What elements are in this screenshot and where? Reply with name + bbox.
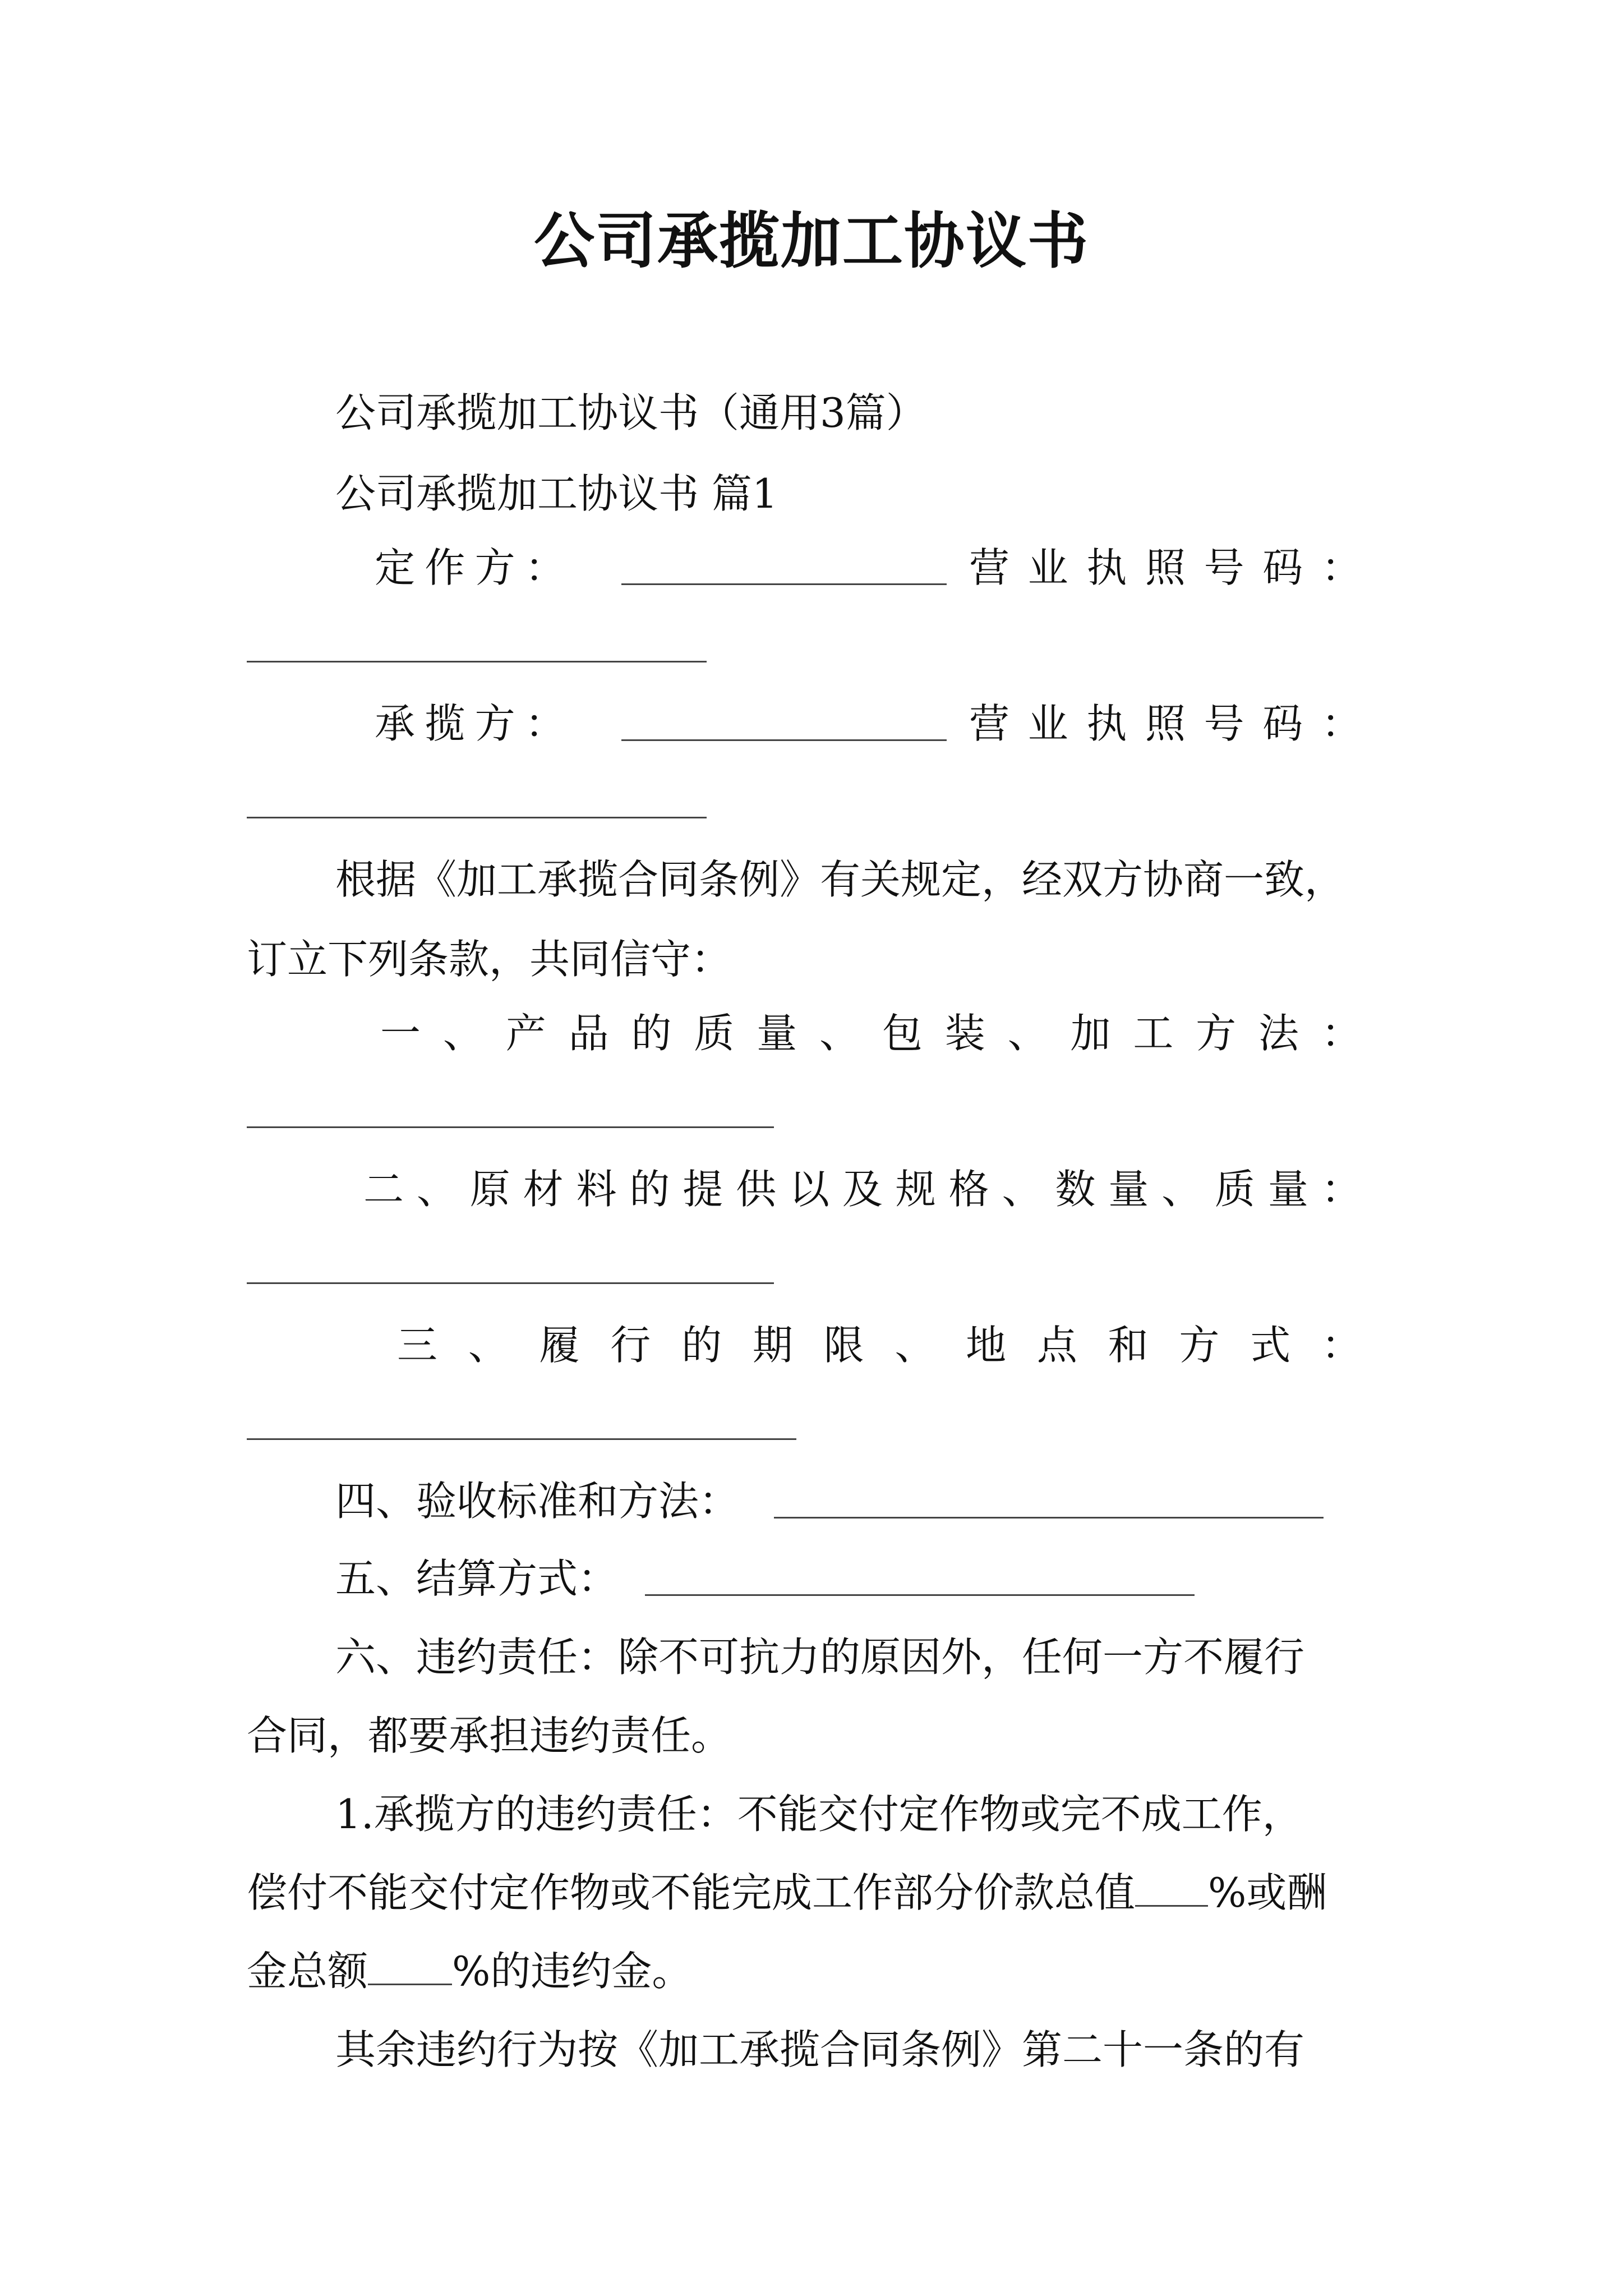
char: 营 — [969, 700, 1010, 747]
party-a-license-blank[interactable] — [247, 661, 707, 662]
char: 和 — [1108, 1322, 1149, 1369]
char: 格 — [948, 1166, 989, 1213]
section-heading: 公司承揽加工协议书 篇1 — [335, 470, 778, 517]
char: 数 — [1055, 1166, 1096, 1213]
char: 履 — [539, 1322, 580, 1369]
char: 号 — [1204, 544, 1244, 591]
char: 承 — [375, 700, 416, 747]
char: 作 — [425, 544, 465, 591]
char: 、 — [819, 1010, 860, 1057]
char: 、 — [1007, 1010, 1048, 1057]
char: 的 — [681, 1322, 722, 1369]
char: 装 — [944, 1010, 985, 1057]
char: 及 — [842, 1166, 883, 1213]
liability-line-1: 1.承揽方的违约责任：不能交付定作物或完不成工作， — [335, 1791, 1303, 1838]
char: ： — [1321, 544, 1362, 591]
party-a-label — [375, 540, 565, 596]
char: ： — [1321, 700, 1362, 747]
char: 执 — [1086, 700, 1127, 747]
party-b-license-label — [969, 696, 1362, 752]
char: 材 — [523, 1166, 564, 1213]
char: 揽 — [425, 700, 465, 747]
party-b-license-blank[interactable] — [247, 817, 707, 818]
char: 料 — [576, 1166, 617, 1213]
clause-4-blank[interactable] — [774, 1517, 1324, 1519]
char: 原 — [469, 1166, 510, 1213]
char: ： — [524, 700, 565, 747]
party-b-label — [375, 696, 565, 752]
clause-5-label: 五、结算方式： — [335, 1555, 619, 1602]
char: 量 — [757, 1010, 797, 1057]
char: 、 — [1002, 1166, 1043, 1213]
char: 的 — [629, 1166, 670, 1213]
char: 以 — [789, 1166, 830, 1213]
clause-6-line-2: 合同，都要承担违约责任。 — [247, 1712, 732, 1759]
party-a-name-blank[interactable] — [621, 583, 947, 585]
char: 、 — [895, 1322, 935, 1369]
clause-3-blank[interactable] — [247, 1438, 796, 1440]
char: 码 — [1262, 700, 1303, 747]
char: 方 — [474, 544, 515, 591]
char: 量 — [1267, 1166, 1308, 1213]
char: 照 — [1145, 700, 1186, 747]
clause-3-label — [397, 1317, 1362, 1373]
char: 定 — [375, 544, 416, 591]
char: 执 — [1086, 544, 1127, 591]
char: 包 — [882, 1010, 923, 1057]
char: 业 — [1027, 700, 1068, 747]
char: 限 — [823, 1322, 864, 1369]
char: 方 — [474, 700, 515, 747]
liability-text: 金总额 — [247, 1948, 368, 1995]
char: 地 — [966, 1322, 1007, 1369]
char: 照 — [1145, 544, 1186, 591]
char: ： — [1321, 1010, 1362, 1057]
char: 工 — [1133, 1010, 1174, 1057]
document-title: 公司承揽加工协议书 — [533, 206, 1089, 277]
char: 方 — [1196, 1010, 1237, 1057]
char: 量 — [1108, 1166, 1149, 1213]
char: 码 — [1262, 544, 1303, 591]
liability-line-3 — [247, 1943, 692, 1999]
char: 提 — [683, 1166, 723, 1213]
liability-text: %或酬 — [1208, 1869, 1327, 1916]
percent-blank-1[interactable] — [1135, 1866, 1208, 1907]
char: 、 — [416, 1166, 457, 1213]
char: 点 — [1036, 1322, 1077, 1369]
document-subtitle: 公司承揽加工协议书（通用3篇） — [335, 389, 926, 436]
char: 规 — [895, 1166, 936, 1213]
percent-blank-2[interactable] — [368, 1944, 452, 1985]
char: 三 — [397, 1322, 438, 1369]
clause-2-blank[interactable] — [247, 1282, 774, 1284]
char: 业 — [1027, 544, 1068, 591]
char: 的 — [631, 1010, 672, 1057]
char: 、 — [442, 1010, 483, 1057]
char: 营 — [969, 544, 1010, 591]
char: 产 — [505, 1010, 546, 1057]
clause-1-blank[interactable] — [247, 1126, 774, 1128]
char: ： — [1321, 1322, 1362, 1369]
char: ： — [1321, 1166, 1362, 1213]
liability-text: 偿付不能交付定作物或不能完成工作部分价款总值 — [247, 1869, 1136, 1916]
clause-2-label — [363, 1161, 1362, 1217]
clause-5-blank[interactable] — [645, 1594, 1195, 1596]
char: 方 — [1179, 1322, 1220, 1369]
char: 二 — [363, 1166, 404, 1213]
char: 、 — [1161, 1166, 1202, 1213]
char: 一 — [380, 1010, 421, 1057]
clause-6-line-1: 六、违约责任：除不可抗力的原因外，任何一方不履行 — [335, 1634, 1305, 1681]
liability-line-2 — [247, 1865, 1327, 1921]
char: 法 — [1258, 1010, 1299, 1057]
char: 加 — [1070, 1010, 1111, 1057]
char: ： — [524, 544, 565, 591]
clause-1-label — [380, 1005, 1362, 1061]
clause-4-label: 四、验收标准和方法： — [335, 1478, 740, 1525]
char: 质 — [694, 1010, 735, 1057]
char: 行 — [610, 1322, 651, 1369]
party-a-license-label — [969, 540, 1362, 596]
char: 期 — [752, 1322, 793, 1369]
char: 号 — [1204, 700, 1244, 747]
char: 供 — [736, 1166, 777, 1213]
char: 式 — [1250, 1322, 1291, 1369]
char: 质 — [1215, 1166, 1256, 1213]
intro-line-1: 根据《加工承揽合同条例》有关规定，经双方协商一致， — [335, 856, 1345, 903]
other-violations-line: 其余违约行为按《加工承揽合同条例》第二十一条的有 — [335, 2026, 1305, 2073]
liability-text: %的违约金。 — [452, 1948, 693, 1995]
party-b-name-blank[interactable] — [621, 739, 947, 741]
char: 、 — [468, 1322, 509, 1369]
char: 品 — [568, 1010, 609, 1057]
intro-line-2: 订立下列条款，共同信守： — [247, 936, 732, 983]
